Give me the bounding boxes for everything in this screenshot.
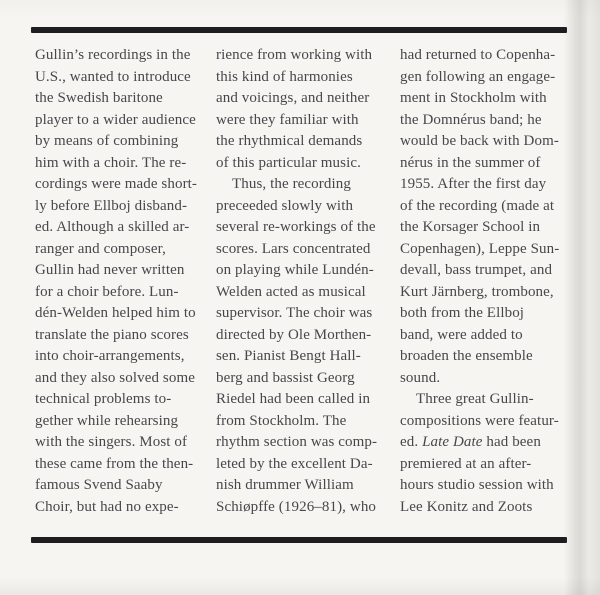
- text-line: this kind of harmonies: [216, 68, 353, 85]
- text-line: these came from the then-: [35, 455, 194, 472]
- text-column-2: [216, 45, 388, 518]
- bottom-rule: [31, 537, 567, 543]
- text-line: would be back with Dom-: [400, 133, 559, 149]
- text-line: of the recording (made at: [400, 197, 555, 214]
- text-line: premiered at an after-: [400, 455, 532, 472]
- text-line: Thus, the recording: [232, 176, 351, 192]
- text-line: dén-Welden helped him to: [35, 305, 196, 321]
- text-line: hours studio session with: [400, 477, 554, 493]
- text-line: famous Svend Saaby: [35, 477, 163, 493]
- text-line: Gullin had never written: [35, 262, 185, 278]
- text-line: and voicings, and neither: [216, 90, 370, 106]
- text-line: technical problems to-: [35, 391, 172, 407]
- text-line: rhythm section was comp-: [216, 434, 378, 450]
- text-line: cordings were made short-: [35, 176, 198, 192]
- text-line: broaden the ensemble: [400, 348, 533, 364]
- text-line: preceeded slowly with: [216, 197, 354, 214]
- text-line: nérus in the summer of: [400, 154, 541, 171]
- text-line: Three great Gullin-: [416, 391, 534, 407]
- text-line: Copenhagen), Leppe Sun-: [400, 240, 560, 257]
- text-line: U.S., wanted to introduce: [35, 68, 191, 85]
- text-line: the Swedish baritone: [35, 90, 163, 106]
- text-line: and they also solved some: [35, 369, 195, 386]
- text-line: translate the piano scores: [35, 326, 189, 343]
- text-line: by means of combining: [35, 133, 179, 149]
- text-line: sound.: [400, 369, 441, 386]
- text-line: directed by Ole Morthen-: [216, 326, 372, 343]
- text-line: both from the Ellboj: [400, 305, 525, 321]
- top-rule: [31, 27, 567, 33]
- text-line: Riedel had been called in: [216, 391, 371, 407]
- text-line: devall, bass trumpet, and: [400, 262, 553, 278]
- text-line: compositions were featur-: [400, 412, 559, 429]
- text-line: 1955. After the first day: [400, 176, 547, 192]
- text-line: Lee Konitz and Zoots: [400, 498, 533, 515]
- text-line: Kurt Järnberg, trombone,: [400, 283, 554, 300]
- text-line: ranger and composer,: [35, 240, 166, 257]
- text-line: Gullin’s recordings in the: [35, 47, 191, 63]
- text-line: from Stockholm. The: [216, 412, 347, 429]
- text-column-3: [400, 45, 572, 518]
- text-line: gether while rehearsing: [35, 412, 179, 429]
- text-line: gen following an engage-: [400, 68, 556, 85]
- text-line: sen. Pianist Bengt Hall-: [216, 348, 361, 364]
- text-line: the rhythmical demands: [216, 133, 363, 149]
- text-line: berg and bassist Georg: [216, 369, 355, 386]
- text-line: Welden acted as musical: [216, 283, 366, 300]
- text-column-1: [35, 45, 207, 518]
- text-line: ed. Although a skilled ar-: [35, 219, 190, 235]
- text-line: ed. Late Date had been: [400, 434, 541, 450]
- text-line: supervisor. The choir was: [216, 305, 373, 321]
- text-line: scores. Lars concentrated: [216, 240, 371, 257]
- text-line: Schiøpffe (1926–81), who: [216, 498, 377, 515]
- text-line: into choir-arrangements,: [35, 348, 185, 364]
- text-line: Choir, but had no expe-: [35, 498, 179, 515]
- text-line: nish drummer William: [216, 477, 354, 493]
- text-line: on playing while Lundén-: [216, 262, 374, 278]
- text-line: ment in Stockholm with: [400, 90, 547, 106]
- text-line: leted by the excellent Da-: [216, 455, 373, 472]
- text-line: several re-workings of the: [216, 219, 376, 235]
- text-line: player to a wider audience: [35, 111, 196, 128]
- text-line: for a choir before. Lun-: [35, 283, 179, 300]
- text-line: of this particular music.: [216, 154, 361, 171]
- text-line: ly before Ellboj disband-: [35, 197, 188, 214]
- text-line: the Korsager School in: [400, 219, 541, 235]
- text-line: him with a choir. The re-: [35, 154, 187, 171]
- text-line: with the singers. Most of: [35, 434, 188, 450]
- text-line: rience from working with: [216, 47, 373, 63]
- text-line: the Domnérus band; he: [400, 111, 542, 128]
- text-line: were they familiar with: [216, 111, 359, 128]
- text-line: had returned to Copenha-: [400, 47, 556, 63]
- text-line: band, were added to: [400, 326, 523, 343]
